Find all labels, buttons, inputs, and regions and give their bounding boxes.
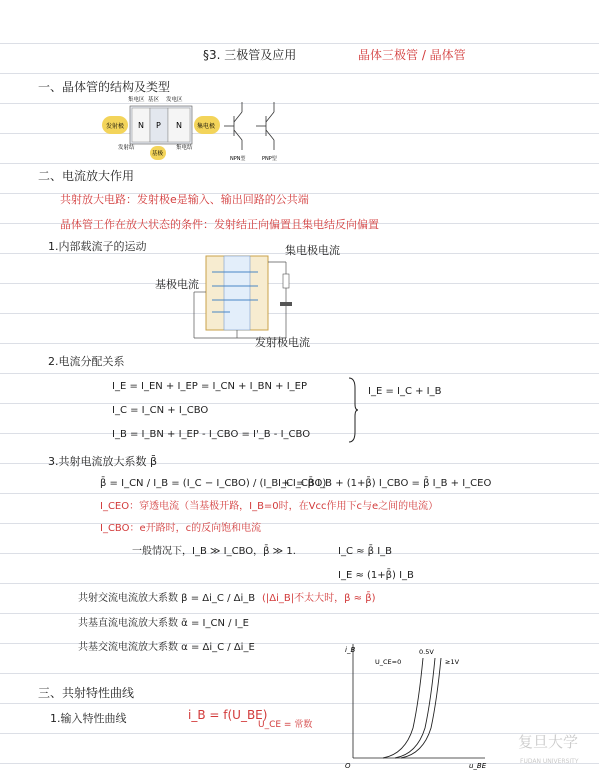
s2-red-line-2: 晶体管工作在放大状态的条件：发射结正向偏置且集电结反向偏置 xyxy=(60,218,379,231)
ie-result: I_E ≈ (1+β̄) I_B xyxy=(338,570,414,581)
ac-beta-note: (|Δi_B|不太大时，β ≈ β̄) xyxy=(262,593,376,604)
s2-sub1: 1.内部载流子的运动 xyxy=(48,240,147,253)
s1-title: 一、晶体管的结构及类型 xyxy=(38,80,171,94)
dc-alpha: 共基直流电流放大系数 ᾱ = I_CN / I_E xyxy=(78,618,249,629)
s2-title: 二、电流放大作用 xyxy=(38,169,135,183)
region-letter-2: P xyxy=(156,121,161,130)
junction-e-label: 发射结 xyxy=(118,145,135,151)
s2-sub2: 2.电流分配关系 xyxy=(48,355,125,368)
carrier-motion-figure xyxy=(182,252,297,347)
region-label-1: 集电区 xyxy=(128,97,145,103)
curve-uce-1 xyxy=(401,658,441,758)
general-condition: 一般情况下，I_B ≫ I_CBO，β̄ ≫ 1. xyxy=(132,546,296,557)
watermark-en: FUDAN UNIVERSITY xyxy=(520,758,579,765)
ac-beta: 共射交流电流放大系数 β = Δi_C / Δi_B xyxy=(78,593,256,604)
npn-label: NPN型 xyxy=(230,156,246,162)
junction-c-label: 集电结 xyxy=(176,145,193,151)
icbo-note: I_CBO：e开路时，c的反向饱和电流 xyxy=(100,523,262,534)
curve-label-1: ≥1V xyxy=(445,658,460,666)
watermark-cn: 复旦大学 xyxy=(518,733,579,751)
s3-title: 三、共射特性曲线 xyxy=(38,686,135,700)
curve-uce-0 xyxy=(383,658,423,758)
beta-eq: β̄ = I_CN / I_B = (I_C − I_CBO) / (I_B + I_CBO) xyxy=(100,478,327,489)
eq-ib: I_B = I_BN + I_EP - I_CBO = I'_B - I_CBO xyxy=(112,429,311,440)
section-title: §3. 三极管及应用 xyxy=(203,48,297,62)
base-region xyxy=(224,256,250,330)
curve-label-05: 0.5V xyxy=(419,648,434,656)
note-base-current: 基极电流 xyxy=(155,278,199,291)
emitter-label: 发射极 xyxy=(106,123,125,130)
input-condition: U_CE = 常数 xyxy=(258,720,313,730)
region-label-3: 发电区 xyxy=(166,97,183,103)
input-formula: i_B = f(U_BE) xyxy=(188,708,268,722)
eq-ic: I_C = I_CN + I_CBO xyxy=(112,405,209,416)
transistor-structure-figure xyxy=(100,92,290,162)
equation-brace xyxy=(347,376,359,444)
s2-sub3: 3.共射电流放大系数 β̄ xyxy=(48,455,158,468)
collector-label: 集电极 xyxy=(197,123,216,130)
general-result: I_C ≈ β̄ I_B xyxy=(338,546,393,557)
s2-red-line-1: 共射放大电路：发射极e是输入、输出回路的公共端 xyxy=(60,193,309,206)
input-characteristic-graph xyxy=(343,638,493,770)
eq-side: I_E = I_C + I_B xyxy=(368,386,442,397)
region-letter-3: N xyxy=(176,121,182,130)
pnp-label: PNP型 xyxy=(262,156,277,162)
resistor-rc xyxy=(283,274,289,288)
y-axis-label: i_B xyxy=(345,646,356,654)
source-vcc xyxy=(280,302,292,306)
s3-sub1: 1.输入特性曲线 xyxy=(50,712,127,725)
ac-alpha: 共基交流电流放大系数 α = Δi_C / Δi_E xyxy=(78,642,255,653)
region-label-2: 基区 xyxy=(148,97,160,103)
note-collector-current: 集电极电流 xyxy=(285,244,340,257)
curve-uce-05 xyxy=(395,658,435,758)
note-emitter-current: 发射极电流 xyxy=(255,336,310,349)
region-letter-1: N xyxy=(138,121,144,130)
base-label: 基极 xyxy=(152,151,164,157)
curve-label-0: U_CE=0 xyxy=(375,658,402,666)
npn-symbol xyxy=(224,102,242,150)
iceo-note: I_CEO：穿透电流（当基极开路，I_B=0时，在Vcc作用下c与e之间的电流） xyxy=(100,501,439,512)
section-subtitle: 晶体三极管 / 晶体管 xyxy=(358,48,466,62)
arrow-eq: I_C = β̄ I_B + (1+β̄) I_CBO = β̄ I_B + I_CEO xyxy=(278,478,492,489)
origin-label: O xyxy=(345,762,351,770)
pnp-symbol xyxy=(256,102,274,150)
x-axis-label: u_BE xyxy=(469,762,487,770)
eq-ie: I_E = I_EN + I_EP = I_CN + I_BN + I_EP xyxy=(112,381,307,392)
